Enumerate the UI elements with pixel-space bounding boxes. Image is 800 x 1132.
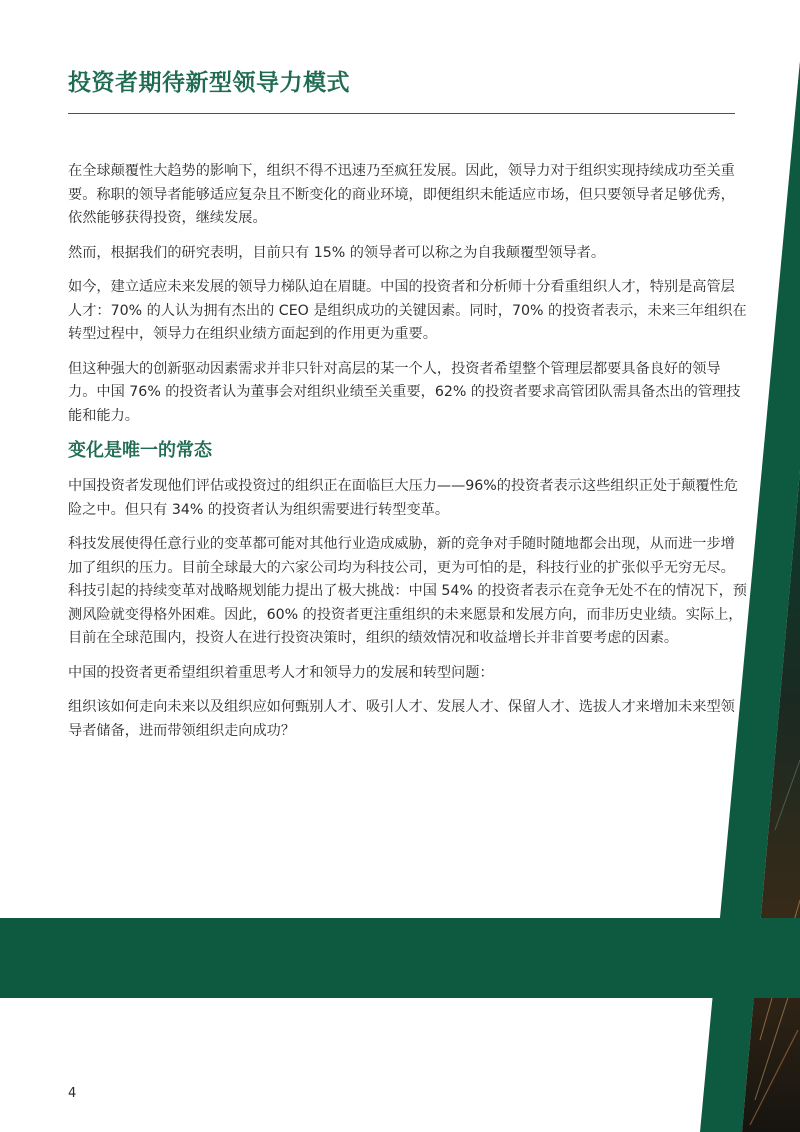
paragraph-pressure: 中国投资者发现他们评估或投资过的组织正在面临巨大压力——96%的投资者表示这些组织正处于颠覆性危险之中。但只有 34% 的投资者认为组织需要进行转型变革。 bbox=[68, 478, 738, 518]
paragraph-intro: 在全球颠覆性大趋势的影响下，组织不得不迅速乃至疯狂发展。因此，领导力对于组织实现持续成功至关重要。称职的领导者能够适应复杂且不断变化的商业环境，即便组织未能适应市场，但只要领导者足够优秀，依然能够获得投资，继续发展。 bbox=[68, 163, 735, 226]
page-title: 投资者期待新型领导力模式 bbox=[68, 70, 350, 96]
paragraph-management: 但这种强大的创新驱动因素需求并非只针对高层的某一个人，投资者希望整个管理层都要具备良好的领导力。中国 76% 的投资者认为董事会对组织业绩至关重要，62% 的投资者要求高管团队需具备杰出的管理技能和能力。 bbox=[68, 360, 741, 424]
page-number: 4 bbox=[68, 1086, 77, 1101]
title-divider bbox=[68, 113, 735, 114]
main-content bbox=[68, 160, 748, 754]
section-heading: 变化是唯一的常态 bbox=[68, 440, 212, 461]
paragraph-investor-focus: 中国的投资者更希望组织着重思考人才和领导力的发展和转型问题： bbox=[68, 664, 494, 681]
paragraph-talent: 如今，建立适应未来发展的领导力梯队迫在眉睫。中国的投资者和分析师十分看重组织人才，特别是高管层人才：70% 的人认为拥有杰出的 CEO 是组织成功的关键因素。同时，70% 的投资者表示，未来三年组织在转型过程中，领导力在组织业绩方面起到的作用更为重要。 bbox=[68, 279, 747, 342]
paragraph-technology: 科技发展使得任意行业的变革都可能对其他行业造成威胁，新的竞争对手随时随地都会出现，从而进一步增加了组织的压力。目前全球最大的六家公司均为科技公司，更为可怕的是，科技行业的扩张似乎无穷无尽。科技引起的持续变革对战略规划能力提出了极大挑战：中国 54% 的投资者表示在竞争无处不在的情况下，预测风险就变得格外困难。因此，60% 的投资者更注重组织的未来愿景和发展方向，而非历史业绩。实际上，目前在全球范围内，投资人在进行投资决策时，组织的绩效情况和收益增长并非首要考虑的因素。 bbox=[68, 536, 747, 646]
green-band bbox=[0, 918, 800, 998]
paragraph-research: 然而，根据我们的研究表明，目前只有 15% 的领导者可以称之为自我颠覆型领导者。 bbox=[68, 244, 606, 261]
paragraph-question: 组织该如何走向未来以及组织应如何甄别人才、吸引人才、发展人才、保留人才、选拔人才来增加未来型领导者储备，进而带领组织走向成功？ bbox=[68, 699, 735, 739]
